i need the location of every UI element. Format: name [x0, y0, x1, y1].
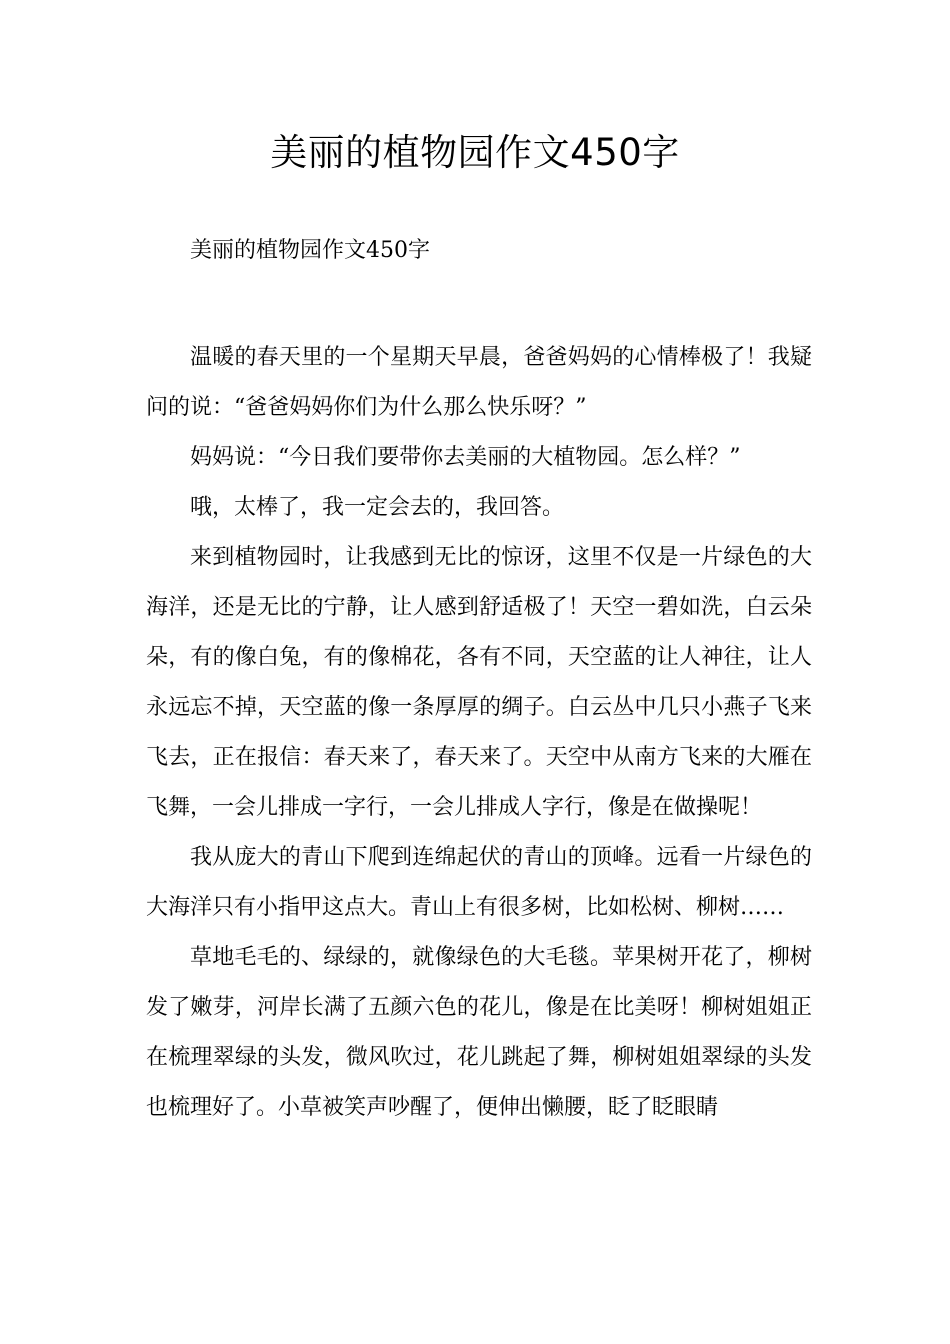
- paragraph-6: 草地毛毛的、绿绿的，就像绿色的大毛毯。苹果树开花了，柳树发了嫩芽，河岸长满了五颜六色的花儿，像是在比美呀！柳树姐姐正在梳理翠绿的头发，微风吹过，花儿跳起了舞，柳树姐姐翠绿的头发也梳理好了。小草被笑声吵醒了，便伸出懒腰，眨了眨眼睛: [146, 945, 812, 1120]
- document-title: 美丽的植物园作文450字: [270, 131, 680, 174]
- paragraph-3: 哦，太棒了，我一定会去的，我回答。: [190, 495, 565, 520]
- paragraph-4: 来到植物园时，让我感到无比的惊讶，这里不仅是一片绿色的大海洋，还是无比的宁静，让人感到舒适极了！天空一碧如洗，白云朵朵，有的像白兔，有的像棉花，各有不同，天空蓝的让人神往，让人永远忘不掉，天空蓝的像一条厚厚的绸子。白云丛中几只小燕子飞来飞去，正在报信：春天来了，春天来了。天空中从南方飞来的大雁在飞舞，一会儿排成一字行，一会儿排成人字行，像是在做操呢！: [146, 545, 812, 820]
- document-body: [146, 333, 812, 1133]
- paragraph-2: 妈妈说：“今日我们要带你去美丽的大植物园。怎么样？”: [190, 445, 741, 470]
- paragraph-1: 温暖的春天里的一个星期天早晨，爸爸妈妈的心情棒极了！我疑问的说：“爸爸妈妈你们为什么那么快乐呀？”: [146, 345, 812, 420]
- paragraph-5: 我从庞大的青山下爬到连绵起伏的青山的顶峰。远看一片绿色的大海洋只有小指甲这点大。青山上有很多树，比如松树、柳树……: [146, 845, 812, 920]
- document-subtitle: 美丽的植物园作文450字: [190, 238, 430, 263]
